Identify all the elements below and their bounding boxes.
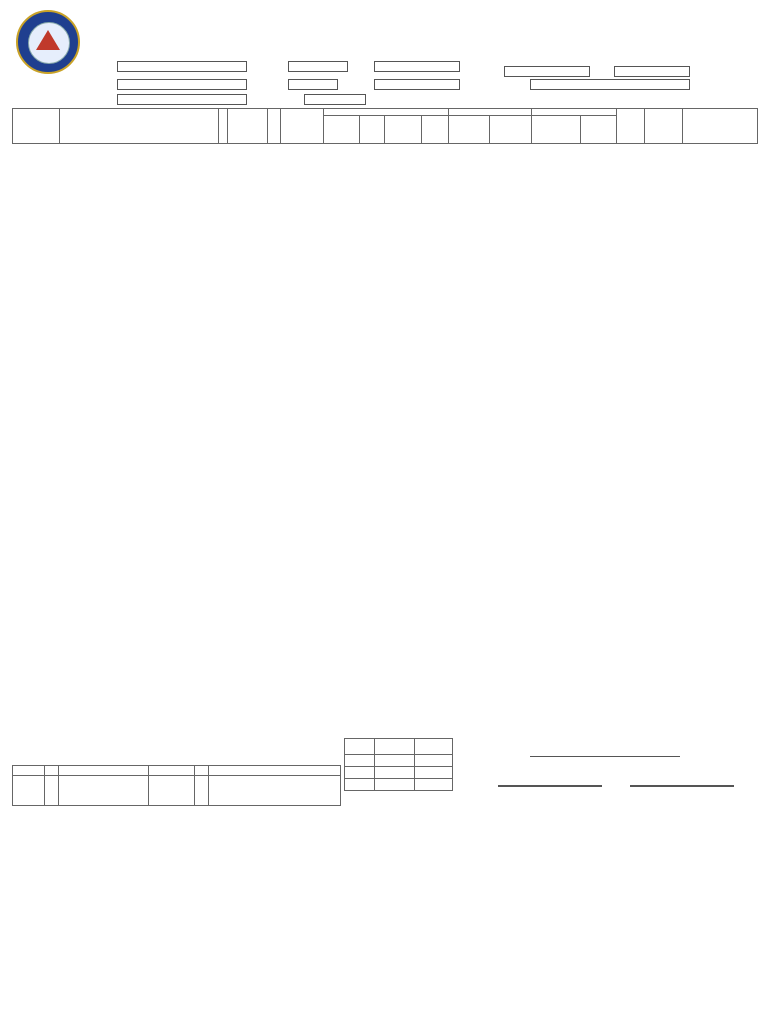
- col-name: [59, 109, 219, 144]
- legend-head-required: [59, 766, 149, 776]
- col-sex: [219, 109, 228, 144]
- summary-male-eos: [415, 755, 453, 767]
- col-barangay: [359, 116, 385, 144]
- summary-female-val: [375, 767, 415, 779]
- school-id-value: [288, 61, 348, 72]
- division-value: [504, 66, 590, 77]
- adviser-signature-line: [530, 756, 680, 757]
- bos-date-value: [498, 785, 602, 787]
- summary-table: [344, 738, 453, 791]
- register-table-top: [12, 108, 758, 144]
- col-parents: [449, 109, 532, 116]
- eos-date-value: [630, 785, 734, 787]
- legend-head-required-2: [209, 766, 341, 776]
- col-remarks: [683, 109, 758, 144]
- summary-female: [345, 767, 375, 779]
- legend-r2-required: [59, 776, 149, 806]
- summary-total: [345, 779, 375, 791]
- col-municipality: [385, 116, 421, 144]
- summary-eos: [415, 739, 453, 755]
- col-father: [449, 116, 489, 144]
- school-name-value: [117, 61, 247, 72]
- summary-bos: [375, 739, 415, 755]
- col-province: [421, 116, 449, 144]
- col-house: [323, 116, 359, 144]
- col-modality: [645, 109, 683, 144]
- semester-value: [117, 79, 247, 90]
- legend-codes-a: [45, 776, 59, 806]
- track-value: [530, 79, 690, 90]
- col-address: [323, 109, 449, 116]
- section-value: [117, 94, 247, 105]
- col-guardian-name: [532, 116, 581, 144]
- legend-indicators-b: [149, 776, 195, 806]
- col-birth: [227, 109, 267, 144]
- district-value: [374, 61, 460, 72]
- summary-male: [345, 755, 375, 767]
- summary-total-eos: [415, 779, 453, 791]
- col-age: [268, 109, 281, 144]
- legend-head-code-2: [195, 766, 209, 776]
- legend-indicators-a: [13, 776, 45, 806]
- school-year-value: [288, 79, 338, 90]
- summary-male-val: [375, 755, 415, 767]
- deped-logo-icon: [666, 22, 730, 52]
- summary-total-val: [375, 779, 415, 791]
- legend-head-code: [45, 766, 59, 776]
- summary-female-eos: [415, 767, 453, 779]
- col-guardian: [532, 109, 617, 116]
- col-contact: [617, 109, 645, 144]
- col-lrn: [13, 109, 60, 144]
- region-value: [614, 66, 690, 77]
- legend-table: [12, 765, 341, 806]
- legend-codes-b: [195, 776, 209, 806]
- legend-head-indicator: [13, 766, 45, 776]
- summary-registered: [345, 739, 375, 755]
- legend-head-indicator-2: [149, 766, 195, 776]
- grade-level-value: [374, 79, 460, 90]
- course-value: [304, 94, 366, 105]
- col-religion: [281, 109, 324, 144]
- deped-seal-icon: [16, 10, 80, 74]
- legend-required-b: [209, 776, 341, 806]
- col-relationship: [581, 116, 617, 144]
- col-mother: [489, 116, 532, 144]
